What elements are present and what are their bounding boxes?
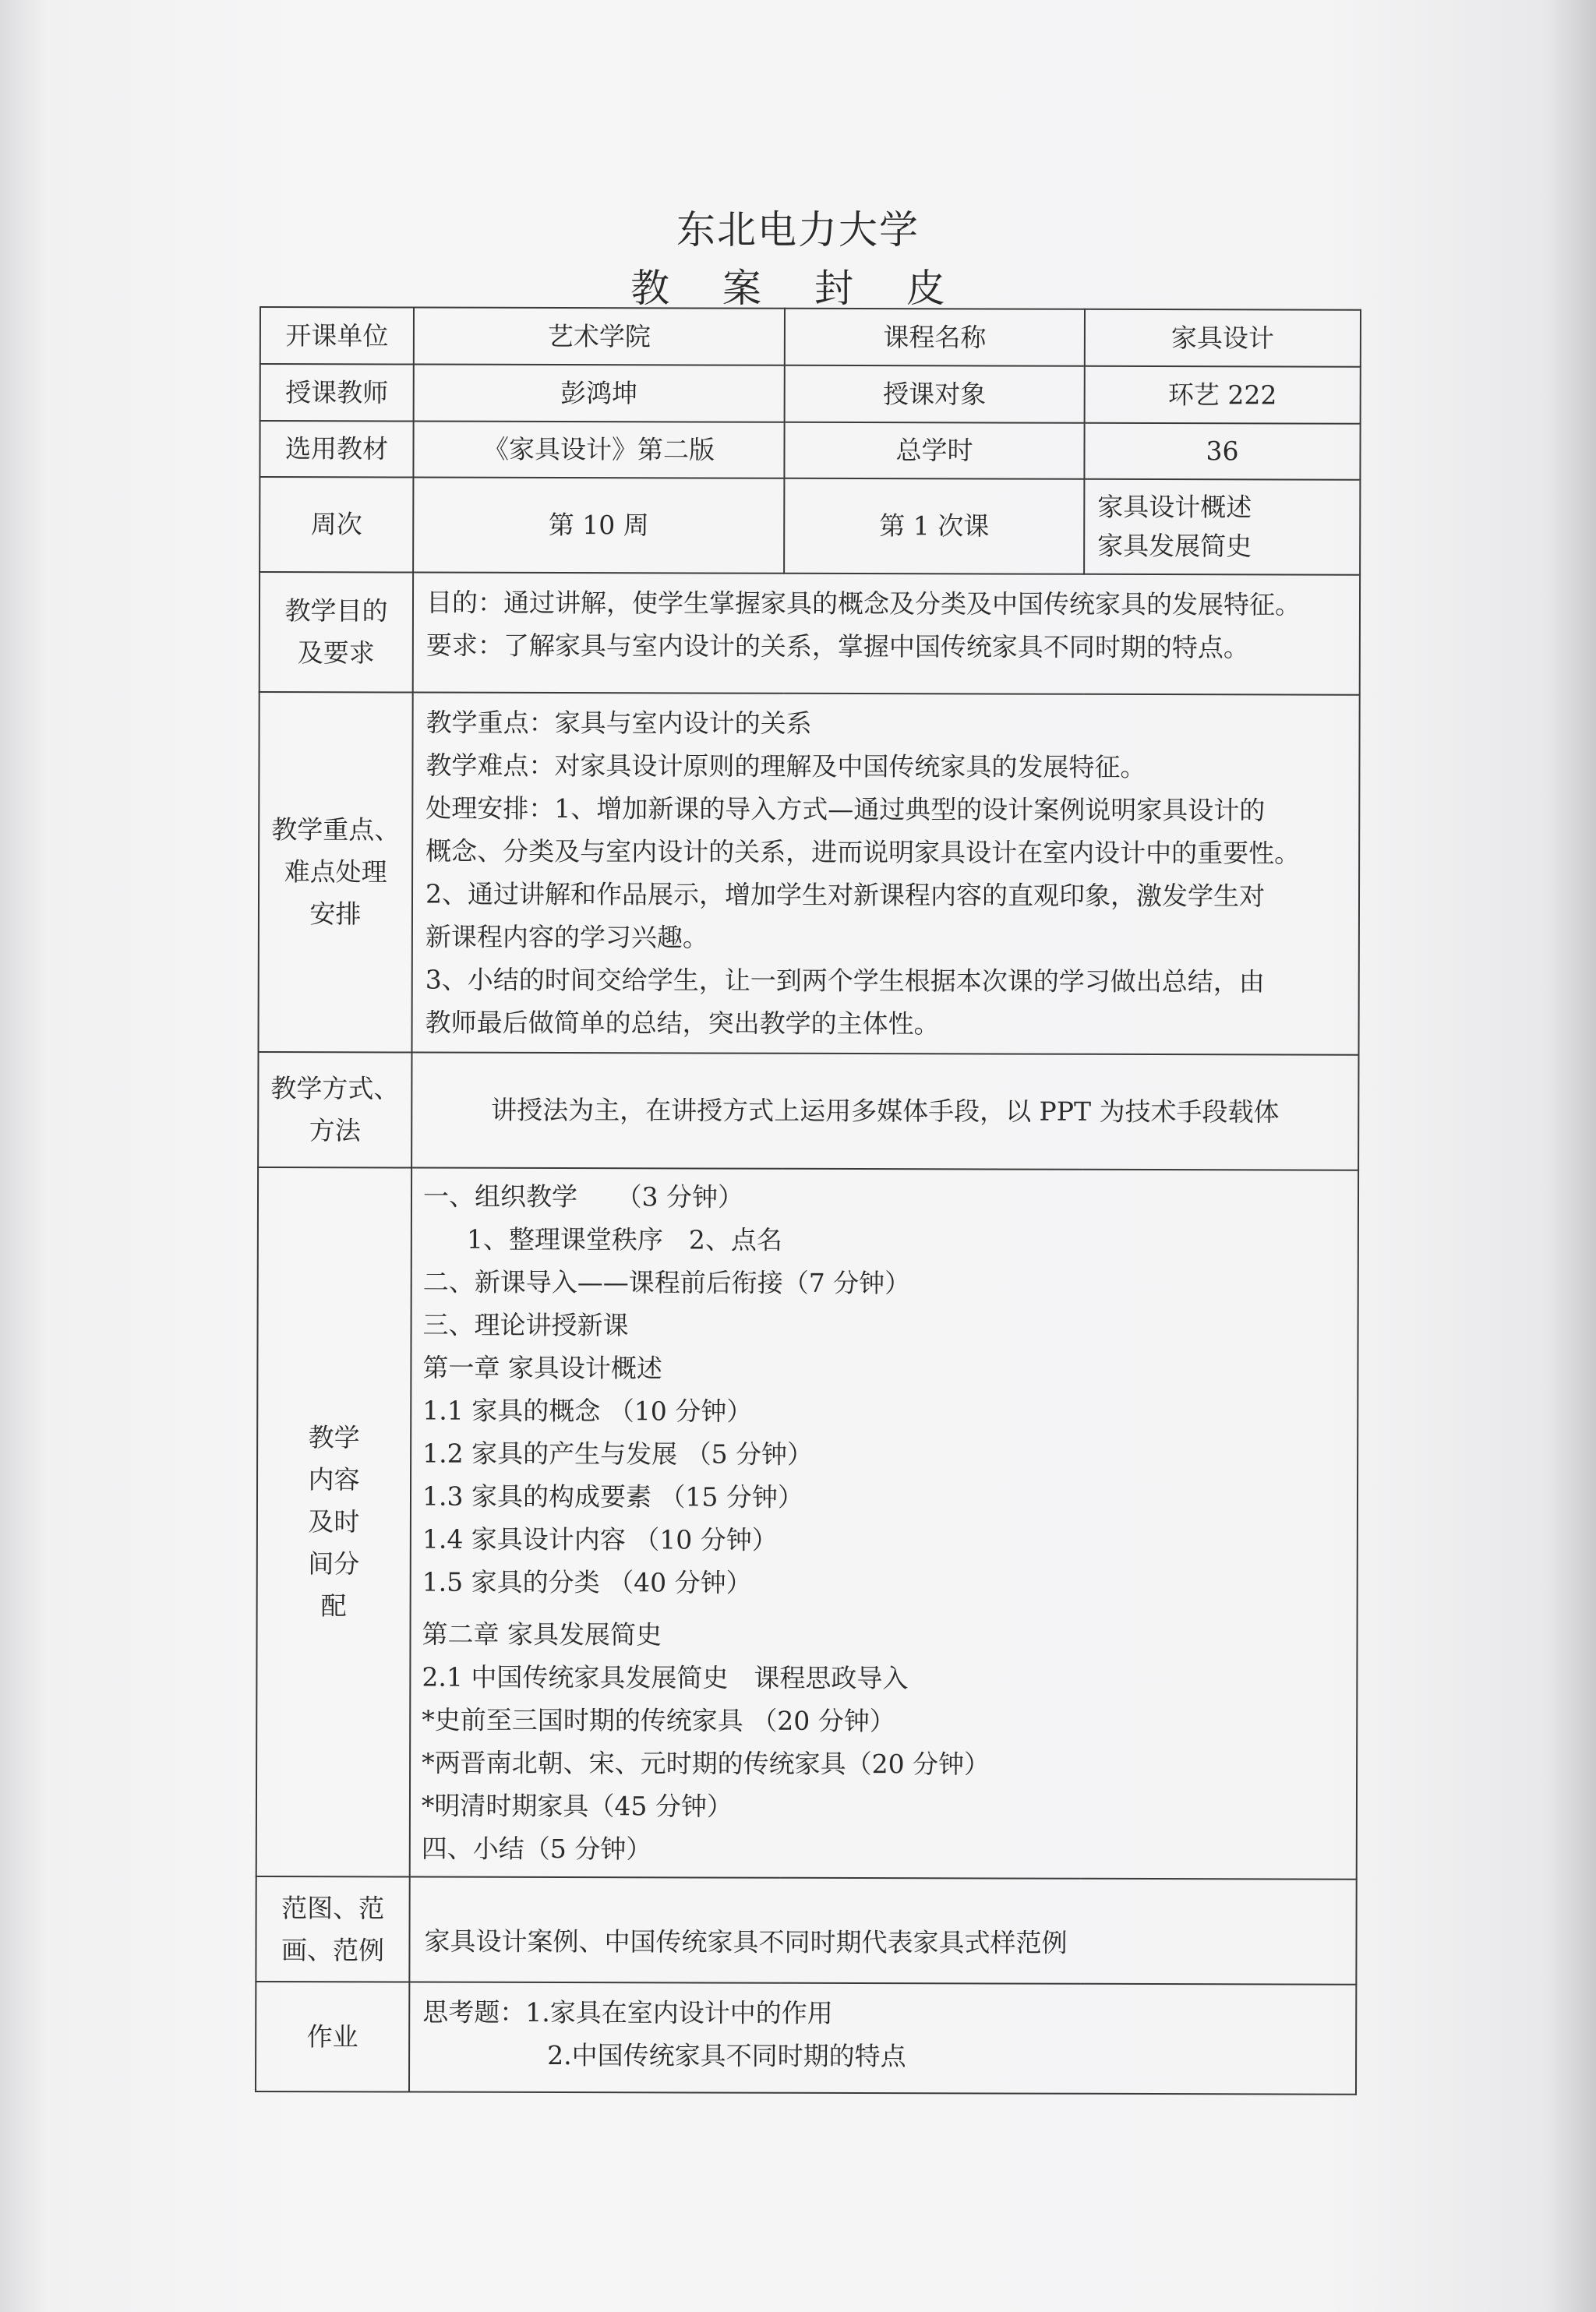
keypoints-line: 教学重点：家具与室内设计的关系	[425, 707, 812, 739]
content-line: 2.1 中国传统家具发展简史 课程思政导入	[422, 1661, 909, 1694]
content-line: 第二章 家具发展简史	[422, 1618, 662, 1650]
topic-line: 家具设计概述	[1097, 491, 1252, 523]
content-line: 1.1 家具的概念 （10 分钟）	[422, 1395, 753, 1427]
methods-label-line: 教学方式、	[270, 1073, 400, 1104]
row-objectives	[260, 572, 1360, 695]
row-methods	[258, 1052, 1358, 1170]
lesson-plan-table	[255, 306, 1361, 2095]
content-line: *两晋南北朝、宋、元时期的传统家具（20 分钟）	[422, 1747, 990, 1780]
homework-line: 思考题：1.家具在室内设计中的作用	[422, 1996, 833, 2028]
content-line: *史前至三国时期的传统家具 （20 分钟）	[422, 1704, 895, 1737]
keypoints-line: 概念、分类及与室内设计的关系，进而说明家具设计在室内设计中的重要性。	[425, 835, 1301, 869]
content-label	[256, 1167, 411, 1877]
methods-label-line: 方法	[309, 1115, 361, 1146]
audience-value: 环艺 222	[1085, 366, 1361, 424]
keypoints-line: 3、小结的时间交给学生，让一到两个学生根据本次课的学习做出总结，由	[425, 964, 1265, 997]
content-line: 1、整理课堂秩序 2、点名	[466, 1223, 782, 1255]
row-teacher	[260, 364, 1361, 424]
content-line: 三、理论讲授新课	[422, 1309, 629, 1341]
teacher-value: 彭鸿坤	[414, 365, 785, 422]
keypoints-line: 教学难点：对家具设计原则的理解及中国传统家具的发展特征。	[425, 750, 1146, 782]
session-value: 第 1 次课	[784, 478, 1084, 574]
course-value: 家具设计	[1085, 309, 1361, 367]
university-title: 东北电力大学	[676, 207, 920, 252]
homework-content	[409, 1982, 1356, 2095]
content-line: 1.4 家具设计内容 （10 分钟）	[422, 1523, 778, 1555]
examples-label-line: 画、范例	[281, 1934, 385, 1965]
page-shadow	[1541, 0, 1596, 2312]
week-label: 周次	[260, 477, 413, 573]
examples-label-line: 范图、范	[281, 1892, 385, 1923]
row-examples	[256, 1876, 1356, 1985]
objectives-label-line: 及要求	[297, 637, 375, 669]
examples-content: 家具设计案例、中国传统家具不同时期代表家具式样范例	[409, 1877, 1356, 1985]
keypoints-line: 教师最后做简单的总结，突出教学的主体性。	[425, 1007, 940, 1040]
teacher-label: 授课教师	[260, 364, 414, 422]
keypoints-label-line: 安排	[309, 898, 362, 930]
content-line: 1.3 家具的构成要素 （15 分钟）	[422, 1481, 804, 1513]
content-line: 1.5 家具的分类 （40 分钟）	[422, 1566, 752, 1598]
homework-label: 作业	[256, 1982, 409, 2092]
keypoints-line: 处理安排：1、增加新课的导入方式—通过典型的设计案例说明家具设计的	[425, 792, 1266, 826]
unit-value: 艺术学院	[414, 308, 785, 365]
topic-cell	[1084, 479, 1360, 575]
objectives-label	[260, 572, 413, 693]
objectives-label-line: 教学目的	[284, 595, 388, 627]
objectives-line: 目的：通过讲解，使学生掌握家具的概念及分类及中国传统家具的发展特征。	[425, 587, 1301, 620]
content-line: 二、新课导入——课程前后衔接（7 分钟）	[422, 1266, 911, 1299]
keypoints-label-line: 难点处理	[284, 856, 387, 888]
keypoints-label-line: 教学重点、	[271, 814, 401, 845]
course-label: 课程名称	[785, 309, 1085, 366]
content-line: 1.2 家具的产生与发展 （5 分钟）	[422, 1438, 814, 1470]
objectives-content	[413, 573, 1360, 695]
content-line: 四、小结（5 分钟）	[421, 1833, 652, 1865]
row-homework	[256, 1982, 1356, 2095]
textbook-label: 选用教材	[260, 421, 413, 478]
row-week	[260, 477, 1360, 575]
examples-label	[256, 1876, 409, 1982]
content-label-line: 配	[320, 1590, 347, 1622]
keypoints-line: 2、通过讲解和作品展示，增加学生对新课程内容的直观印象，激发学生对	[425, 878, 1266, 912]
audience-label: 授课对象	[785, 365, 1085, 423]
homework-line: 2.中国传统家具不同时期的特点	[547, 2039, 906, 2072]
week-value: 第 10 周	[413, 478, 784, 574]
hours-label: 总学时	[784, 422, 1084, 479]
objectives-line: 要求：了解家具与室内设计的关系，掌握中国传统家具不同时期的特点。	[425, 630, 1249, 663]
content-label-line: 内容	[308, 1464, 360, 1495]
content-line: 第一章 家具设计概述	[422, 1352, 662, 1384]
row-keypoints	[258, 692, 1359, 1055]
content-label-line: 教学	[308, 1422, 360, 1453]
content-line: *明清时期家具（45 分钟）	[421, 1790, 733, 1822]
row-textbook	[260, 421, 1360, 480]
content-list	[410, 1168, 1358, 1880]
methods-content: 讲授法为主，在讲授方式上运用多媒体手段，以 PPT 为技术手段载体	[411, 1053, 1358, 1170]
topic-line: 家具发展简史	[1097, 530, 1252, 562]
keypoints-content	[411, 693, 1359, 1055]
row-unit	[260, 307, 1361, 367]
keypoints-label	[258, 692, 412, 1053]
content-label-line: 及时	[308, 1506, 360, 1537]
textbook-value: 《家具设计》第二版	[413, 422, 784, 478]
methods-label	[258, 1052, 411, 1168]
hours-value: 36	[1084, 423, 1360, 480]
document-title: 教 案 封 皮	[630, 266, 966, 311]
unit-label: 开课单位	[260, 307, 414, 365]
content-label-line: 间分	[308, 1548, 360, 1580]
row-content	[256, 1167, 1358, 1880]
keypoints-line: 新课程内容的学习兴趣。	[425, 921, 708, 953]
content-line: 一、组织教学 （3 分钟）	[422, 1181, 744, 1212]
